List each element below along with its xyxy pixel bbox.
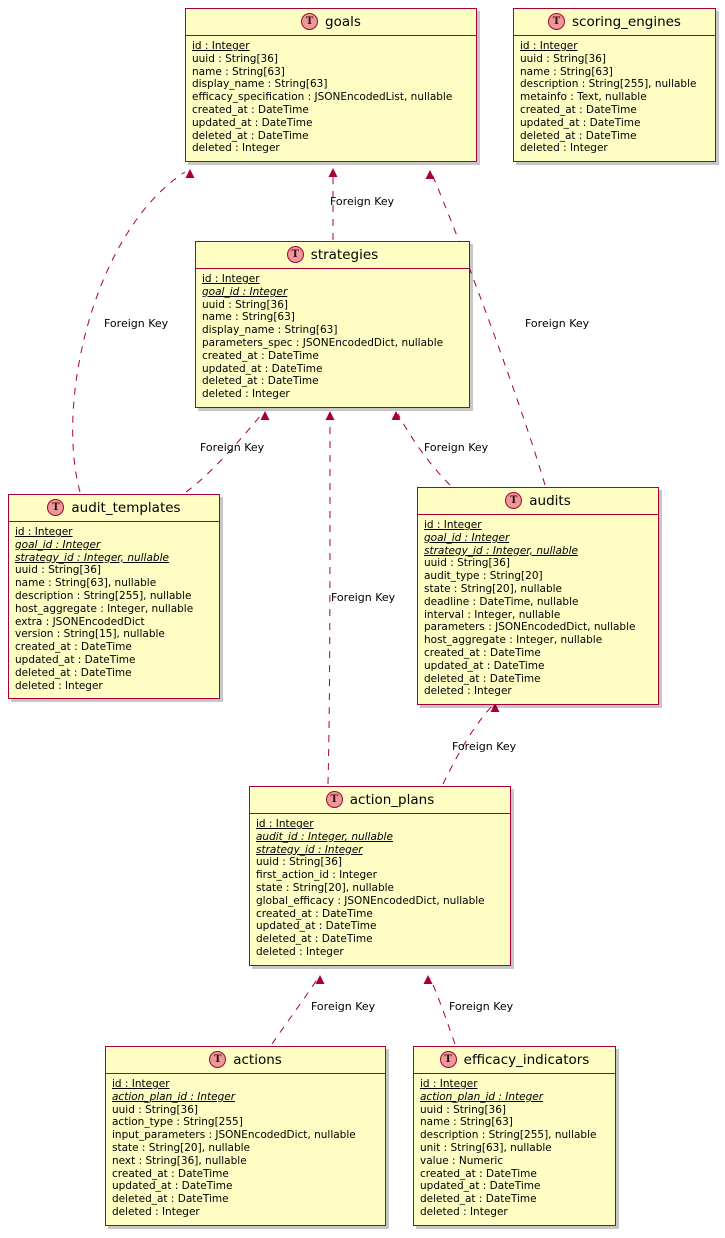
entity-header (514, 9, 715, 36)
relationship-arrowhead (392, 411, 401, 420)
entity-field: created_at : DateTime (420, 1167, 537, 1180)
entity-field: efficacy_specification : JSONEncodedList, nullable (192, 91, 453, 104)
relationship-edge (328, 414, 330, 784)
entity-field: deleted : Integer (256, 945, 344, 958)
edge-label: Foreign Key (330, 195, 395, 208)
entity-field: display_name : String[63] (192, 78, 328, 91)
entity-field: deadline : DateTime, nullable (424, 595, 579, 608)
entity-fields (414, 1074, 615, 1225)
entity-field: description : String[255], nullable (420, 1129, 597, 1142)
entity-scoring_engines[interactable] (513, 8, 716, 162)
entity-field: deleted_at : DateTime (192, 129, 309, 142)
entity-title: action_plans (349, 791, 435, 808)
entity-field: host_aggregate : Integer, nullable (424, 634, 603, 647)
table-icon: T (548, 13, 565, 30)
entity-field: value : Numeric (420, 1154, 504, 1167)
entity-title: scoring_engines (572, 13, 681, 30)
entity-field: created_at : DateTime (520, 103, 637, 116)
entity-field: deleted_at : DateTime (112, 1193, 229, 1206)
table-icon: T (47, 499, 64, 516)
entity-field: name : String[63] (420, 1116, 513, 1129)
entity-field: deleted : Integer (424, 685, 512, 698)
entity-action_plans[interactable] (249, 786, 511, 966)
entity-field: action_plan_id : Integer (420, 1090, 544, 1103)
entity-field: updated_at : DateTime (112, 1180, 233, 1193)
entity-header (9, 495, 219, 522)
entity-field: id : Integer (112, 1078, 170, 1090)
entity-field: deleted_at : DateTime (202, 375, 319, 388)
entity-field: goal_id : Integer (424, 531, 510, 544)
edge-label: Foreign Key (452, 740, 517, 753)
entity-field: deleted : Integer (192, 142, 280, 155)
table-icon: T (440, 1051, 457, 1068)
entity-field: name : String[63] (192, 65, 285, 78)
entity-field: state : String[20], nullable (256, 881, 394, 894)
entity-field: deleted_at : DateTime (520, 129, 637, 142)
entity-fields (9, 522, 219, 698)
entity-fields (186, 36, 476, 161)
entity-title: goals (325, 13, 361, 30)
entity-field: created_at : DateTime (202, 349, 319, 362)
entity-title: strategies (310, 246, 379, 263)
relationship-arrowhead (329, 168, 338, 177)
entity-strategies[interactable] (195, 241, 470, 408)
entity-header (418, 488, 658, 515)
entity-field: deleted : Integer (202, 388, 290, 401)
entity-field: uuid : String[36] (256, 856, 342, 869)
entity-field: uuid : String[36] (424, 557, 510, 570)
entity-fields (106, 1074, 385, 1225)
entity-header (414, 1047, 615, 1074)
entity-field: deleted : Integer (112, 1205, 200, 1218)
entity-field: input_parameters : JSONEncodedDict, nullable (112, 1129, 356, 1142)
entity-field: name : String[63] (520, 65, 613, 78)
entity-field: display_name : String[63] (202, 324, 338, 337)
entity-field: id : Integer (256, 818, 314, 830)
relationship-arrowhead (426, 170, 435, 179)
edge-label: Foreign Key (200, 441, 265, 454)
entity-field: strategy_id : Integer, nullable (424, 544, 578, 557)
entity-field: interval : Integer, nullable (424, 608, 561, 621)
entity-header (106, 1047, 385, 1074)
entity-field: id : Integer (520, 40, 578, 52)
entity-field: strategy_id : Integer (256, 843, 363, 856)
entity-field: updated_at : DateTime (15, 653, 136, 666)
entity-goals[interactable] (185, 8, 477, 162)
entity-field: created_at : DateTime (112, 1167, 229, 1180)
table-icon: T (326, 791, 343, 808)
relationship-edge (73, 172, 185, 492)
entity-field: id : Integer (15, 526, 73, 538)
entity-field: id : Integer (192, 40, 250, 52)
entity-field: created_at : DateTime (192, 103, 309, 116)
table-icon: T (301, 13, 318, 30)
table-icon: T (209, 1051, 226, 1068)
entity-field: id : Integer (420, 1078, 478, 1090)
edge-label: Foreign Key (525, 317, 590, 330)
relationship-arrowhead (326, 411, 335, 420)
entity-header (250, 787, 510, 814)
relationship-arrowhead (316, 975, 325, 984)
entity-field: uuid : String[36] (520, 52, 606, 65)
entity-field: updated_at : DateTime (424, 659, 545, 672)
entity-title: actions (233, 1051, 282, 1068)
entity-title: efficacy_indicators (463, 1051, 590, 1068)
entity-field: state : String[20], nullable (112, 1141, 250, 1154)
entity-header (196, 242, 469, 269)
entity-field: state : String[20], nullable (424, 582, 562, 595)
entity-field: metainfo : Text, nullable (520, 91, 647, 104)
entity-field: id : Integer (202, 273, 260, 285)
entity-field: parameters : JSONEncodedDict, nullable (424, 621, 636, 634)
entity-field: audit_id : Integer, nullable (256, 830, 393, 843)
edge-label: Foreign Key (331, 591, 396, 604)
entity-field: name : String[63], nullable (15, 577, 157, 590)
entity-field: updated_at : DateTime (202, 362, 323, 375)
entity-field: uuid : String[36] (420, 1103, 506, 1116)
relationship-arrowhead (424, 975, 433, 984)
entity-field: version : String[15], nullable (15, 628, 165, 641)
entity-field: uuid : String[36] (15, 564, 101, 577)
entity-field: created_at : DateTime (256, 907, 373, 920)
entity-actions[interactable] (105, 1046, 386, 1226)
entity-field: updated_at : DateTime (256, 920, 377, 933)
entity-field: extra : JSONEncodedDict (15, 615, 145, 628)
entity-field: created_at : DateTime (424, 646, 541, 659)
table-icon: T (505, 492, 522, 509)
entity-field: uuid : String[36] (112, 1103, 198, 1116)
entity-field: parameters_spec : JSONEncodedDict, nullable (202, 336, 444, 349)
entity-field: deleted_at : DateTime (256, 933, 373, 946)
entity-field: goal_id : Integer (202, 285, 288, 298)
entity-title: audit_templates (71, 499, 181, 516)
entity-field: updated_at : DateTime (192, 116, 313, 129)
entity-field: global_efficacy : JSONEncodedDict, nullable (256, 894, 485, 907)
entity-field: action_type : String[255] (112, 1116, 243, 1129)
entity-field: id : Integer (424, 519, 482, 531)
entity-audits[interactable] (417, 487, 659, 705)
entity-title: audits (529, 492, 571, 509)
entity-field: deleted : Integer (520, 142, 608, 155)
entity-fields (418, 515, 658, 704)
entity-field: description : String[255], nullable (520, 78, 697, 91)
entity-field: updated_at : DateTime (520, 116, 641, 129)
entity-field: host_aggregate : Integer, nullable (15, 602, 194, 615)
entity-field: name : String[63] (202, 311, 295, 324)
entity-field: audit_type : String[20] (424, 570, 543, 583)
entity-field: deleted_at : DateTime (424, 672, 541, 685)
entity-field: updated_at : DateTime (420, 1180, 541, 1193)
entity-fields (514, 36, 715, 161)
entity-audit_templates[interactable] (8, 494, 220, 699)
table-icon: T (287, 246, 304, 263)
entity-field: description : String[255], nullable (15, 589, 192, 602)
entity-header (186, 9, 476, 36)
entity-field: deleted_at : DateTime (15, 666, 132, 679)
entity-field: action_plan_id : Integer (112, 1090, 236, 1103)
edge-label: Foreign Key (424, 441, 489, 454)
entity-field: goal_id : Integer (15, 538, 101, 551)
entity-field: strategy_id : Integer, nullable (15, 551, 169, 564)
entity-field: first_action_id : Integer (256, 869, 377, 882)
entity-field: deleted_at : DateTime (420, 1193, 537, 1206)
entity-fields (196, 269, 469, 407)
entity-field: created_at : DateTime (15, 641, 132, 654)
entity-field: uuid : String[36] (192, 52, 278, 65)
edge-label: Foreign Key (104, 317, 169, 330)
entity-fields (250, 814, 510, 965)
edge-label: Foreign Key (449, 1000, 514, 1013)
entity-field: next : String[36], nullable (112, 1154, 247, 1167)
relationship-arrowhead (186, 169, 195, 178)
entity-field: deleted : Integer (15, 679, 103, 692)
relationship-arrowhead (261, 411, 270, 420)
entity-efficacy_indicators[interactable] (413, 1046, 616, 1226)
edge-label: Foreign Key (311, 1000, 376, 1013)
entity-field: uuid : String[36] (202, 298, 288, 311)
entity-field: deleted : Integer (420, 1205, 508, 1218)
entity-field: unit : String[63], nullable (420, 1141, 552, 1154)
